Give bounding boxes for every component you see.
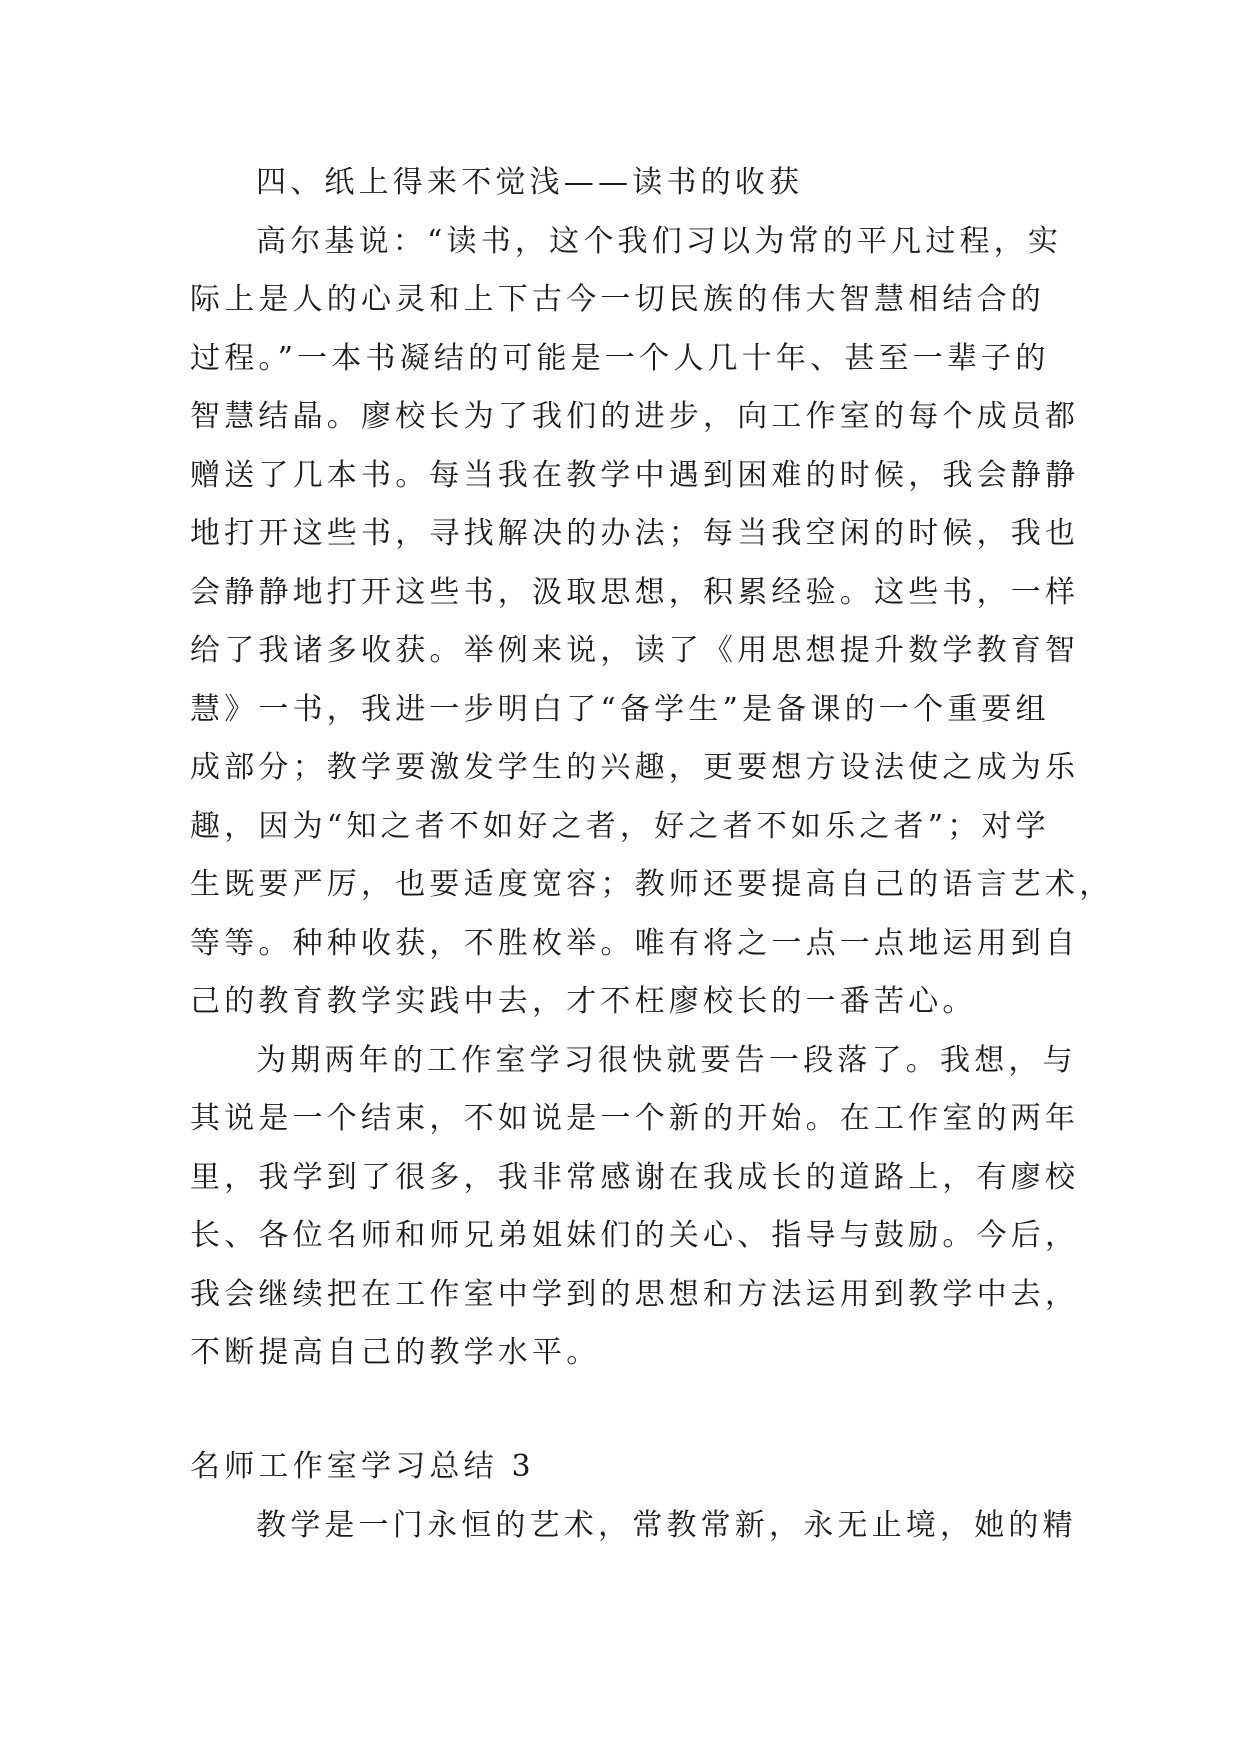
paragraph-line: 趣，因为“知之者不如好之者，好之者不如乐之者”；对学 xyxy=(190,808,1050,844)
paragraph-line: 高尔基说：“读书，这个我们习以为常的平凡过程，实 xyxy=(256,223,1063,259)
paragraph-line: 长、各位名师和师兄弟姐妹们的关心、指导与鼓励。今后， xyxy=(190,1218,1080,1253)
paragraph-line: 过程。”一本书凝结的可能是一个人几十年、甚至一辈子的 xyxy=(190,340,1050,376)
document-body xyxy=(190,154,1114,1383)
paragraph-line: 地打开这些书，寻找解决的办法；每当我空闲的时候，我也 xyxy=(190,516,1080,551)
paragraph-line: 赠送了几本书。每当我在教学中遇到困难的时候，我会静静 xyxy=(190,457,1080,493)
paragraph-conclusion xyxy=(190,1032,1080,1383)
paragraph-line: 其说是一个结束，不如说是一个新的开始。在工作室的两年 xyxy=(190,1101,1080,1136)
paragraph-line: 不断提高自己的教学水平。 xyxy=(190,1335,601,1370)
next-section xyxy=(190,1438,1077,1555)
paragraph-line: 际上是人的心灵和上下古今一切民族的伟大智慧相结合的 xyxy=(190,282,1045,317)
paragraph-line: 给了我诸多收获。举例来说，读了《用思想提升数学教育智 xyxy=(190,633,1080,668)
paragraph-line: 我会继续把在工作室中学到的思想和方法运用到教学中去， xyxy=(190,1276,1080,1312)
paragraph-line: 慧》一书，我进一步明白了“备学生”是备课的一个重要组 xyxy=(190,691,1050,727)
paragraph-line: 成部分；教学要激发学生的兴趣，更要想方设法使之成为乐 xyxy=(190,750,1080,785)
paragraph-line: 智慧结晶。廖校长为了我们的进步，向工作室的每个成员都 xyxy=(190,399,1080,434)
paragraph-line: 生既要严厉，也要适度宽容；教师还要提高自己的语言艺术， xyxy=(190,867,1114,902)
paragraph-line: 为期两年的工作室学习很快就要告一段落了。我想，与 xyxy=(256,1042,1077,1078)
paragraph-line: 会静静地打开这些书，汲取思想，积累经验。这些书，一样 xyxy=(190,574,1080,610)
paragraph-reading-harvest xyxy=(190,213,1114,1032)
section-title: 名师工作室学习总结 3 xyxy=(190,1449,535,1484)
section-heading: 四、纸上得来不觉浅——读书的收获 xyxy=(256,165,804,200)
paragraph-line: 己的教育教学实践中去，才不枉廖校长的一番苦心。 xyxy=(190,984,977,1019)
paragraph-line: 里，我学到了很多，我非常感谢在我成长的道路上，有廖校 xyxy=(190,1159,1080,1195)
paragraph-line: 教学是一门永恒的艺术，常教常新，永无止境，她的精 xyxy=(256,1507,1077,1543)
paragraph-line: 等等。种种收获，不胜枚举。唯有将之一点一点地运用到自 xyxy=(190,925,1080,961)
